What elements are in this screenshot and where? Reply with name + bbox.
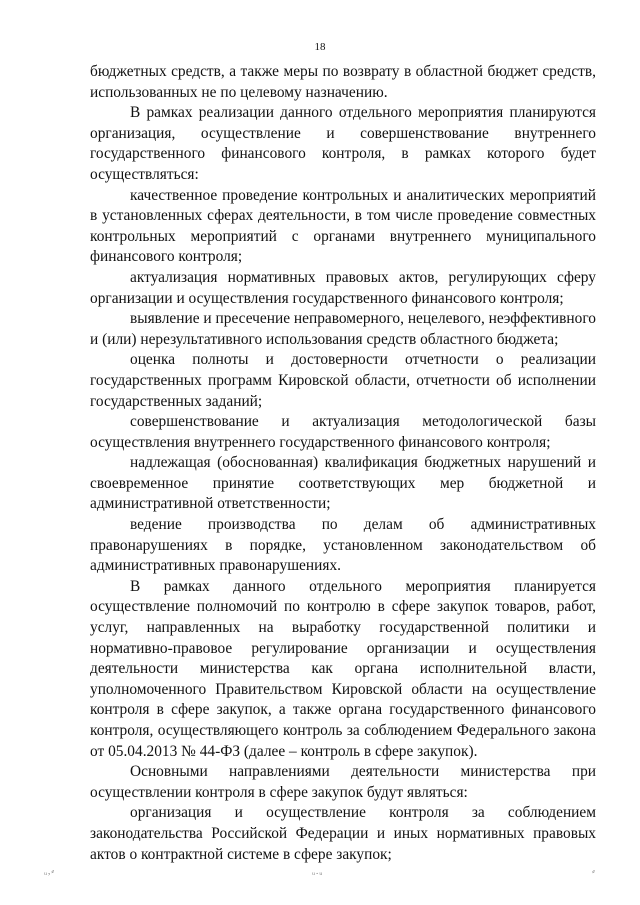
paragraph-procurement-control: В рамках данного отдельного мероприятия планируется осуществление полномочий по контролю в сфере закупок товаров, работ, услуг, направленных на выработку государственной политики и нормативно-правовое регулирование организации и осуществления деятельности министерства как органа исполнительной власти, уполномоченного Правительством Кировской области на осуществление контроля в сфере закупок, а также органа государственного финансового контроля, осуществляющего контроль за соблюдением Федерального закона от 05.04.2013 № 44-ФЗ (далее – контроль в сфере закупок).	[90, 577, 596, 760]
footer-mark-right: ⸗	[592, 866, 596, 876]
list-item-legal-acts: актуализация нормативных правовых актов, регулирующих сферу организации и осуществления государственного финансового контроля;	[90, 268, 596, 307]
list-item-methodology: совершенствование и актуализация методологической базы осуществления внутреннего государственного финансового контроля;	[90, 413, 596, 451]
list-item-procurement-oversight: организация и осуществление контроля за соблюдением законодательства Российской Федерации и иных нормативных правовых актов о контрактной системе в сфере закупок;	[90, 804, 596, 863]
list-item-administrative-cases: ведение производства по делам об административных правонарушениях в порядке, установленном законодательством об административных правонарушениях.	[90, 516, 596, 575]
list-item-violations: выявление и пресечение неправомерного, нецелевого, неэффективного и (или) нерезультативного использования средств областного бюджета;	[90, 310, 596, 348]
footer-mark-left: ᵤ,⸗	[44, 866, 56, 876]
paragraph-control-intro: В рамках реализации данного отдельного мероприятия планируются организация, осуществление и совершенствование внутреннего государственного финансового контроля, в рамках которого будет осуществляться:	[90, 104, 596, 183]
list-item-control-measures: качественное проведение контрольных и аналитических мероприятий в установленных сферах деятельности, в том числе проведение совместных контрольных мероприятий с органами внутреннего муниципального финансового контроля;	[90, 186, 596, 266]
paragraph-continuation: бюджетных средств, а также меры по возврату в областной бюджет средств, использованных не по целевому назначению.	[90, 63, 596, 101]
page-number: 18	[314, 41, 326, 53]
paragraph-main-directions: Основными направлениями деятельности министерства при осуществлении контроля в сфере закупок будут являться:	[90, 763, 596, 801]
document-body	[90, 62, 596, 865]
list-item-qualification: надлежащая (обоснованная) квалификация бюджетных нарушений и своевременное принятие соответствующих мер бюджетной и административной ответственности;	[90, 454, 596, 513]
list-item-reporting-assessment: оценка полноты и достоверности отчетности о реализации государственных программ Кировской области, отчетности об исполнении государственных заданий;	[90, 351, 596, 410]
footer-mark-center: ᵤ.ᵤ	[312, 866, 324, 876]
